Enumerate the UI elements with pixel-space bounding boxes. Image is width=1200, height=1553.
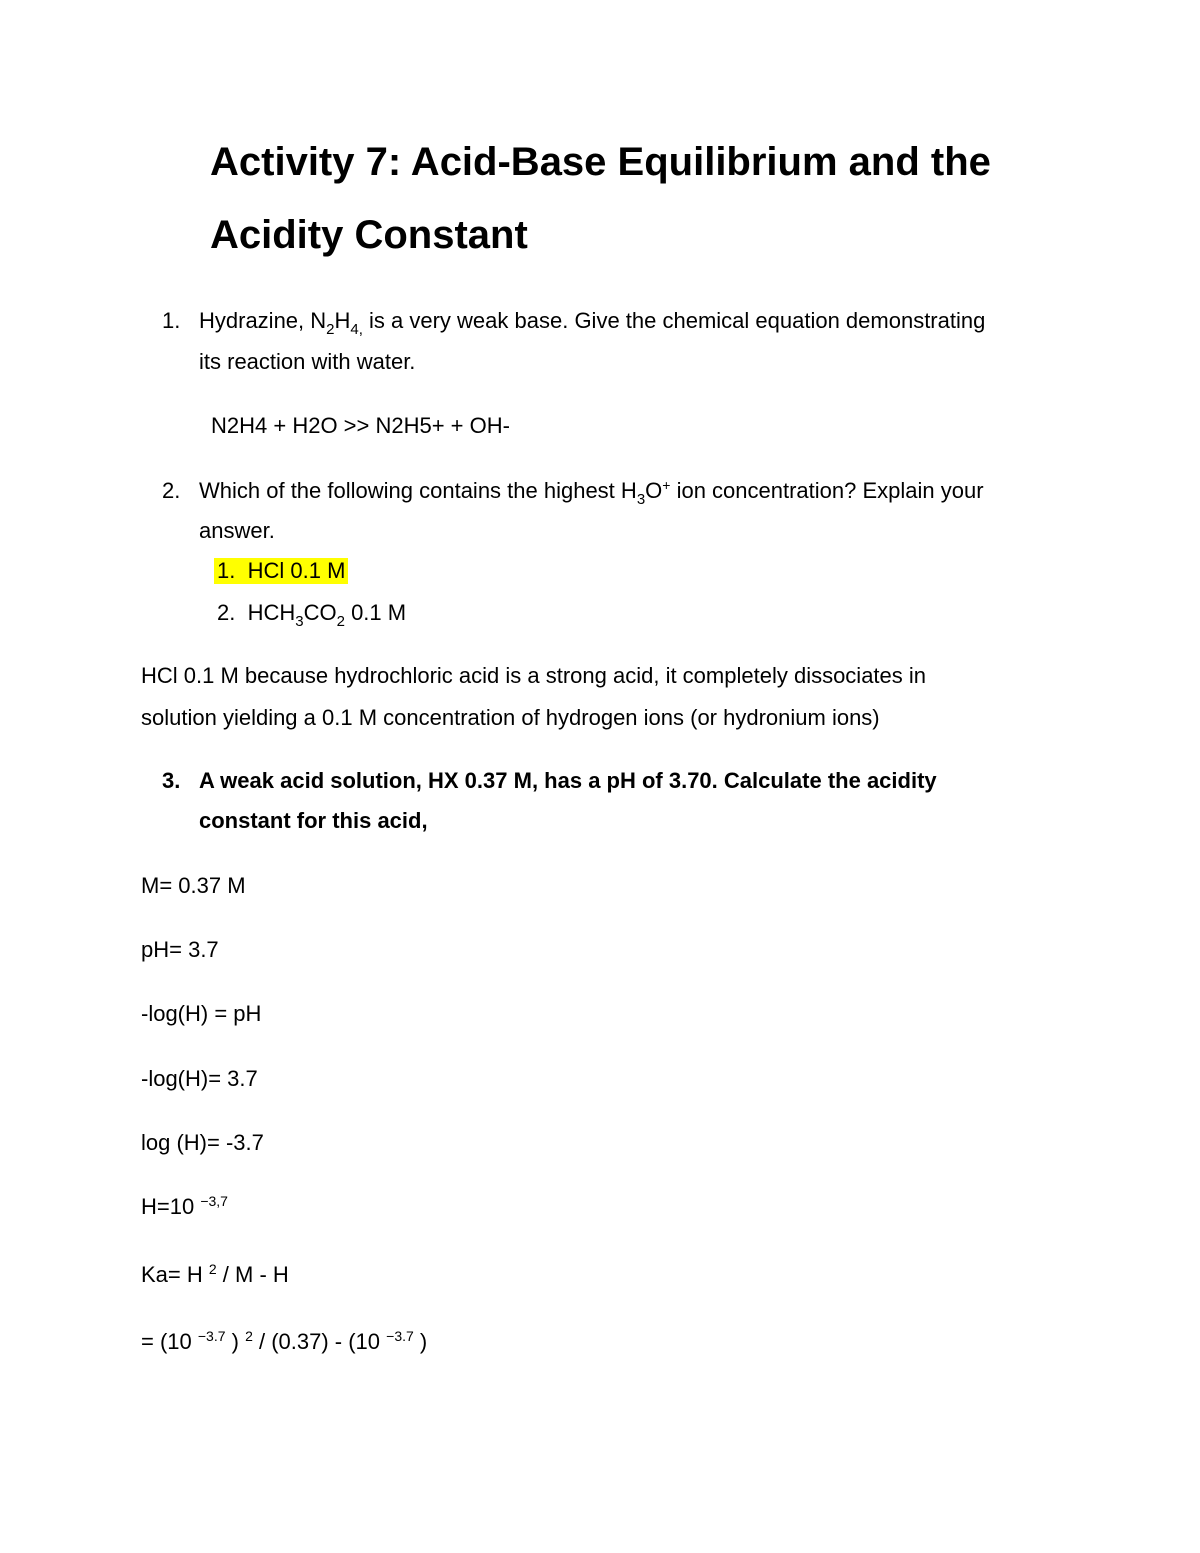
work-ka-substitution: = (10 $^{-3.7}$ ) $^2$ / (0.37) - (10 $^{-3.7}$ )	[141, 1328, 428, 1354]
q2-answer-line1: HCl 0.1 M because hydrochloric acid is a strong acid, it completely dissociates in	[141, 663, 927, 688]
q3-number: 3.	[162, 768, 181, 793]
q3-text: A weak acid solution, HX 0.37 M, has a pH of 3.70. Calculate the acidity	[199, 768, 937, 793]
q3-text-line2: constant for this acid,	[199, 808, 428, 833]
work-molarity: M= 0.37 M	[141, 873, 246, 898]
work-log-1: -log(H) = pH	[141, 1001, 262, 1026]
work-log-3: log (H)= -3.7	[141, 1130, 264, 1155]
work-h-value: H=10 $^{-3,7}$	[141, 1193, 228, 1219]
q2-answer-line2: solution yielding a 0.1 M concentration of hydrogen ions (or hydronium ions)	[141, 705, 880, 730]
work-ph: pH= 3.7	[141, 937, 219, 962]
q2-option-1: 1. HCl 0.1 M	[214, 558, 348, 584]
q2-text: Which of the following contains the highest $H_3O^+$ ion concentration? Explain your	[199, 477, 984, 508]
q1-text-line2: its reaction with water.	[199, 349, 416, 374]
q2-number: 2.	[162, 478, 181, 503]
page-title: Activity 7: Acid-Base Equilibrium and the	[210, 140, 991, 184]
q1-number: 1.	[162, 308, 181, 333]
q1-text: Hydrazine, $N_2H_{4,}$ is a very weak base. Give the chemical equation demonstrating	[199, 308, 986, 338]
q2-option-2: 2. $HCH_3CO_2$ 0.1 M	[217, 600, 407, 630]
q2-text-line2: answer.	[199, 518, 275, 543]
work-log-2: -log(H)= 3.7	[141, 1066, 258, 1091]
work-ka-formula: Ka= H $^2$ / M - H	[141, 1261, 289, 1287]
page-title-line2: Acidity Constant	[210, 213, 528, 257]
q1-answer: N2H4 + H2O >> N2H5+ + OH-	[211, 413, 510, 438]
